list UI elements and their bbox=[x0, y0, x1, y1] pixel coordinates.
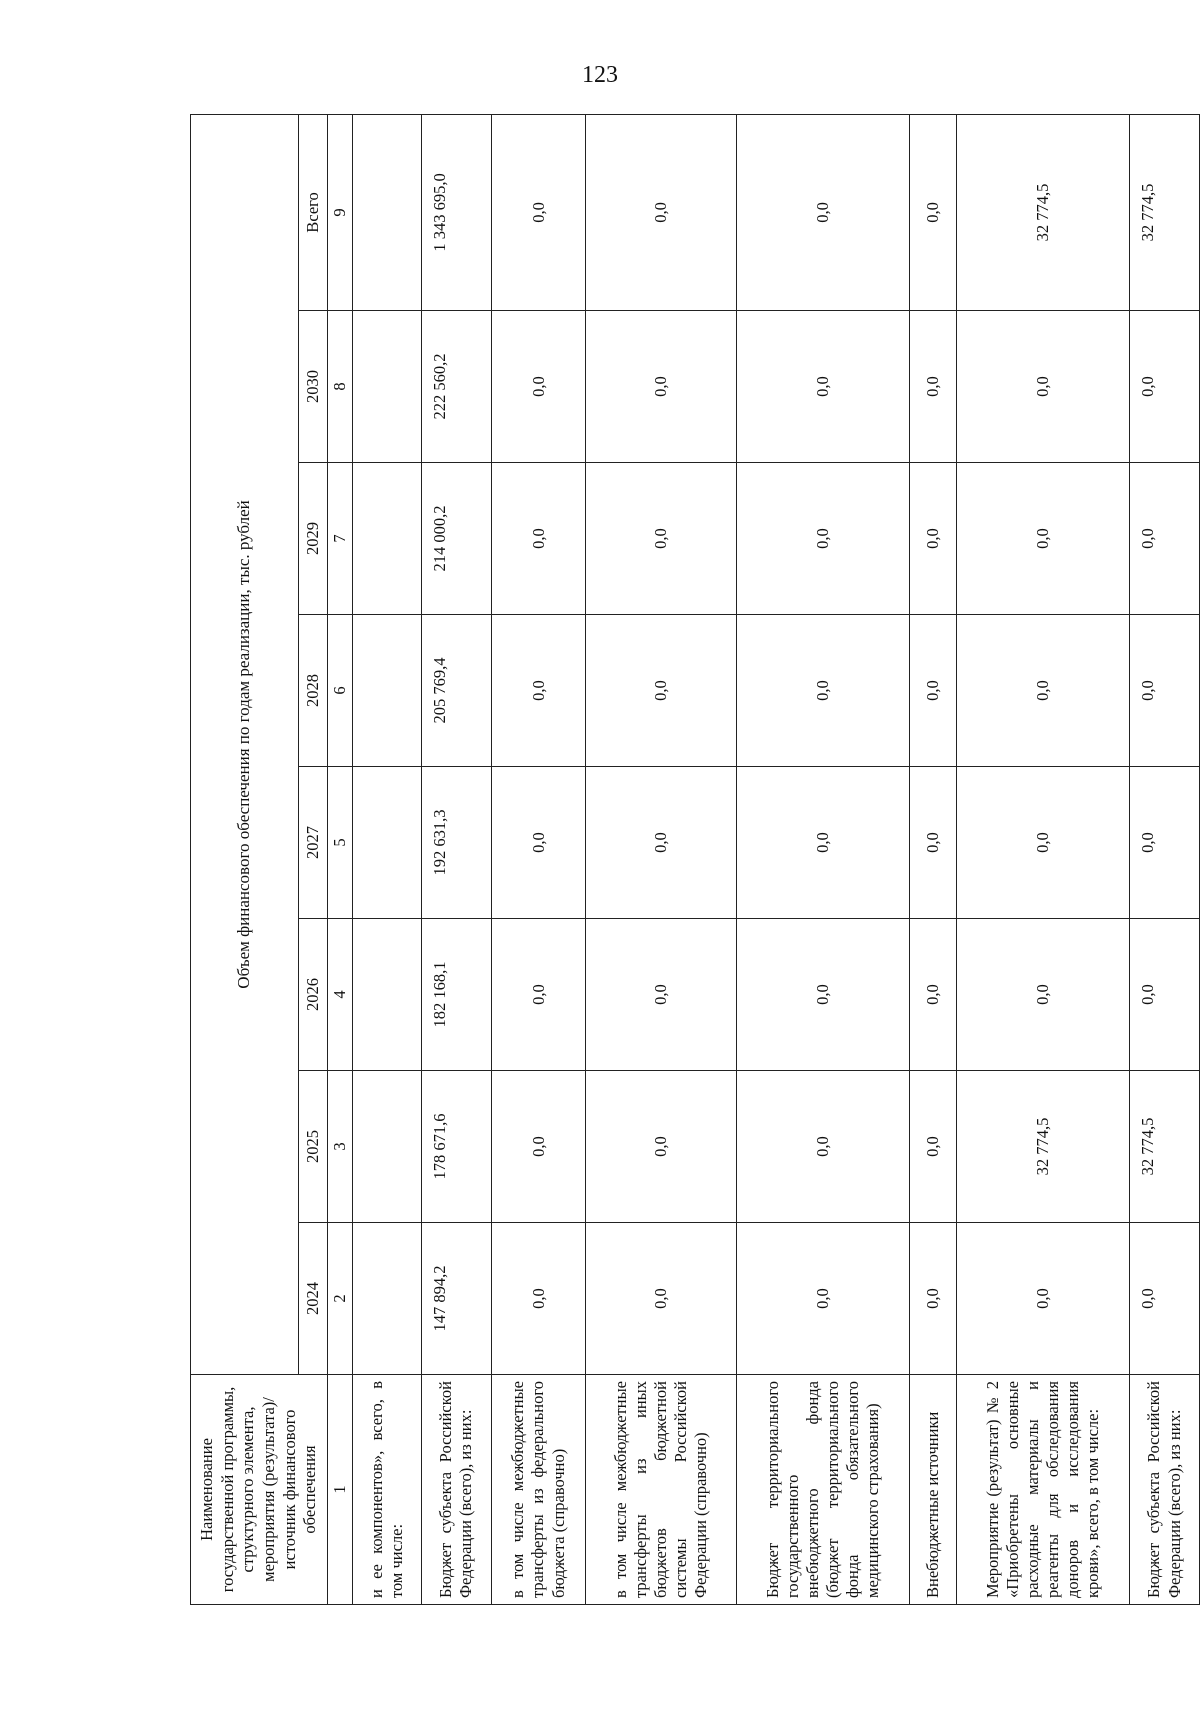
value-cell: 0,0 bbox=[491, 615, 586, 767]
value-cell: 0,0 bbox=[736, 919, 910, 1071]
column-index: 1 bbox=[327, 1375, 352, 1605]
table-row bbox=[586, 114, 736, 1604]
table-row bbox=[1130, 114, 1199, 1604]
year-header: 2026 bbox=[298, 919, 327, 1071]
value-cell: 0,0 bbox=[956, 767, 1130, 919]
value-cell bbox=[352, 615, 421, 767]
row-name: Мероприятие (результат) № 2 «Приобретены основные расходные материалы и реагенты для обследования доноров и исследования крови», всего, в том числе: bbox=[956, 1375, 1130, 1605]
value-cell: 0,0 bbox=[586, 919, 736, 1071]
value-cell: 147 894,2 bbox=[422, 1223, 491, 1375]
value-cell: 0,0 bbox=[910, 919, 956, 1071]
value-cell: 222 560,2 bbox=[422, 311, 491, 463]
value-cell: 32 774,5 bbox=[956, 114, 1130, 310]
value-cell bbox=[352, 311, 421, 463]
value-cell: 0,0 bbox=[586, 463, 736, 615]
total-header: Всего bbox=[298, 114, 327, 310]
value-cell: 192 631,3 bbox=[422, 767, 491, 919]
row-name: Внебюджетные источники bbox=[910, 1375, 956, 1605]
table-body bbox=[352, 114, 1199, 1604]
value-cell: 0,0 bbox=[1130, 919, 1199, 1071]
year-header: 2030 bbox=[298, 311, 327, 463]
value-cell: 0,0 bbox=[491, 919, 586, 1071]
year-header: 2024 bbox=[298, 1223, 327, 1375]
value-cell: 32 774,5 bbox=[1130, 1071, 1199, 1223]
value-cell: 0,0 bbox=[1130, 615, 1199, 767]
value-cell: 0,0 bbox=[586, 114, 736, 310]
row-name: Бюджет субъекта Российской Федерации (всего), из них: bbox=[1130, 1375, 1199, 1605]
value-cell: 0,0 bbox=[586, 1071, 736, 1223]
value-cell: 0,0 bbox=[491, 114, 586, 310]
value-cell: 0,0 bbox=[736, 311, 910, 463]
value-cell: 0,0 bbox=[736, 463, 910, 615]
table-row bbox=[352, 114, 421, 1604]
row-name: Бюджет субъекта Российской Федерации (всего), из них: bbox=[422, 1375, 491, 1605]
value-cell: 0,0 bbox=[491, 463, 586, 615]
value-cell: 0,0 bbox=[910, 1071, 956, 1223]
rotated-table-wrapper bbox=[190, 115, 1190, 1605]
value-cell: 0,0 bbox=[910, 311, 956, 463]
table-row bbox=[736, 114, 910, 1604]
value-cell bbox=[352, 1071, 421, 1223]
index-row bbox=[327, 114, 352, 1604]
value-cell: 1 343 695,0 bbox=[422, 114, 491, 310]
value-cell: 0,0 bbox=[910, 114, 956, 310]
row-name: в том числе межбюджетные трансферты из федерального бюджета (справочно) bbox=[491, 1375, 586, 1605]
column-index: 5 bbox=[327, 767, 352, 919]
value-cell: 0,0 bbox=[910, 463, 956, 615]
year-header: 2028 bbox=[298, 615, 327, 767]
value-cell: 0,0 bbox=[1130, 767, 1199, 919]
row-name: и ее компонентов», всего, в том числе: bbox=[352, 1375, 421, 1605]
value-cell: 0,0 bbox=[910, 1223, 956, 1375]
table-row bbox=[910, 114, 956, 1604]
column-index: 8 bbox=[327, 311, 352, 463]
name-column-header: Наименование государственной программы, структурного элемента, мероприятия (результата)/источник финансового обеспечения bbox=[191, 1375, 328, 1605]
value-cell: 0,0 bbox=[956, 463, 1130, 615]
financing-table bbox=[190, 114, 1200, 1605]
table-row bbox=[956, 114, 1130, 1604]
value-cell: 0,0 bbox=[586, 767, 736, 919]
year-header: 2025 bbox=[298, 1071, 327, 1223]
table-row bbox=[422, 114, 491, 1604]
column-index: 6 bbox=[327, 615, 352, 767]
value-cell: 0,0 bbox=[736, 767, 910, 919]
value-cell: 0,0 bbox=[910, 767, 956, 919]
value-cell: 0,0 bbox=[736, 114, 910, 310]
value-cell: 0,0 bbox=[1130, 311, 1199, 463]
page-number: 123 bbox=[582, 62, 618, 88]
value-cell bbox=[352, 919, 421, 1071]
value-cell: 182 168,1 bbox=[422, 919, 491, 1071]
column-index: 2 bbox=[327, 1223, 352, 1375]
row-name: Бюджет территориального государственного внебюджетного фонда (бюджет территориального фонда обязательного медицинского страхования) bbox=[736, 1375, 910, 1605]
value-cell bbox=[352, 767, 421, 919]
value-cell: 0,0 bbox=[491, 1071, 586, 1223]
value-cell: 0,0 bbox=[956, 919, 1130, 1071]
value-cell: 0,0 bbox=[491, 311, 586, 463]
value-cell bbox=[352, 114, 421, 310]
value-cell: 32 774,5 bbox=[956, 1071, 1130, 1223]
column-index: 4 bbox=[327, 919, 352, 1071]
table-row bbox=[491, 114, 586, 1604]
value-cell: 0,0 bbox=[736, 615, 910, 767]
value-cell: 0,0 bbox=[491, 1223, 586, 1375]
value-cell: 0,0 bbox=[736, 1071, 910, 1223]
value-cell: 0,0 bbox=[586, 1223, 736, 1375]
value-cell: 0,0 bbox=[956, 615, 1130, 767]
value-cell: 0,0 bbox=[491, 767, 586, 919]
header-row bbox=[191, 114, 299, 1604]
value-cell: 0,0 bbox=[1130, 1223, 1199, 1375]
value-cell: 0,0 bbox=[736, 1223, 910, 1375]
value-cell: 0,0 bbox=[586, 311, 736, 463]
value-cell bbox=[352, 463, 421, 615]
column-index: 7 bbox=[327, 463, 352, 615]
value-cell: 0,0 bbox=[956, 311, 1130, 463]
column-index: 3 bbox=[327, 1071, 352, 1223]
value-cell bbox=[352, 1223, 421, 1375]
value-cell: 214 000,2 bbox=[422, 463, 491, 615]
row-name: в том числе межбюджетные трансферты из иных бюджетов бюджетной системы Российской Федерации (справочно) bbox=[586, 1375, 736, 1605]
column-index: 9 bbox=[327, 114, 352, 310]
value-cell: 32 774,5 bbox=[1130, 114, 1199, 310]
value-cell: 0,0 bbox=[956, 1223, 1130, 1375]
year-header: 2027 bbox=[298, 767, 327, 919]
value-cell: 0,0 bbox=[586, 615, 736, 767]
year-header: 2029 bbox=[298, 463, 327, 615]
value-cell: 178 671,6 bbox=[422, 1071, 491, 1223]
value-cell: 0,0 bbox=[1130, 463, 1199, 615]
value-cell: 205 769,4 bbox=[422, 615, 491, 767]
value-cell: 0,0 bbox=[910, 615, 956, 767]
financing-group-header: Объем финансового обеспечения по годам реализации, тыс. рублей bbox=[191, 114, 299, 1374]
